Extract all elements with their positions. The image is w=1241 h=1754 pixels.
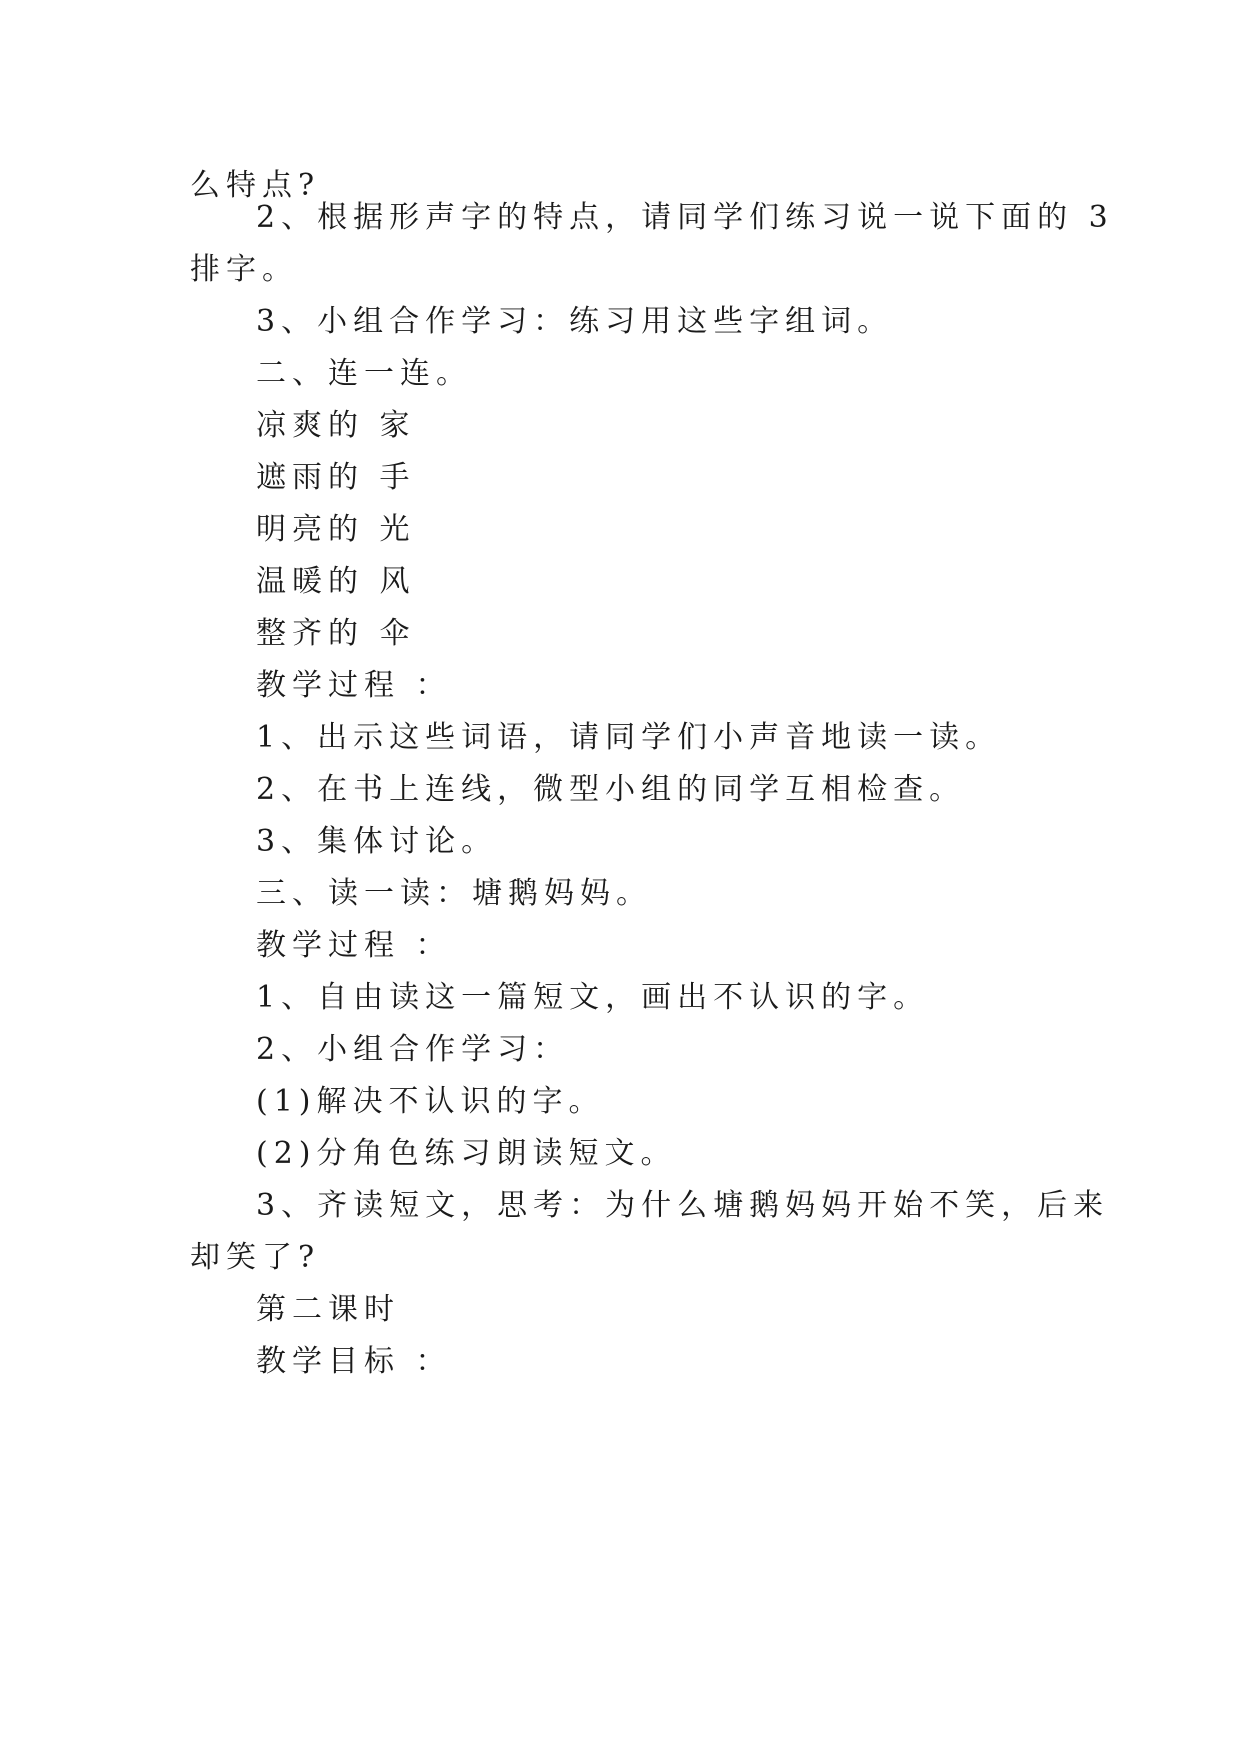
text-line: (2)分角色练习朗读短文。 xyxy=(256,1136,677,1171)
text-line: 2、在书上连线，微型小组的同学互相检查。 xyxy=(256,772,966,807)
text-line: 却笑了? xyxy=(190,1240,321,1275)
text-line: 教学过程 ： xyxy=(256,928,452,963)
section-heading: 二、连一连。 xyxy=(256,356,472,391)
text-line: (1)解决不认识的字。 xyxy=(256,1084,605,1119)
text-line: 凉爽的 家 xyxy=(256,408,416,443)
text-line: 1、自由读这一篇短文，画出不认识的字。 xyxy=(256,980,930,1015)
text-line: 3、齐读短文，思考：为什么塘鹅妈妈开始不笑，后来 xyxy=(256,1188,1110,1223)
text-line: 2、小组合作学习： xyxy=(256,1032,570,1067)
text-line: 2、根据形声字的特点，请同学们练习说一说下面的 3 xyxy=(256,200,1114,235)
text-line: 明亮的 光 xyxy=(256,512,416,547)
text-line: 教学目标 ： xyxy=(256,1344,452,1379)
text-line: 遮雨的 手 xyxy=(256,460,416,495)
section-heading: 三、读一读：塘鹅妈妈。 xyxy=(256,876,652,911)
text-line: 排字。 xyxy=(190,252,298,287)
text-line: 么特点? xyxy=(190,168,321,203)
text-line: 3、集体讨论。 xyxy=(256,824,498,859)
text-line: 1、出示这些词语，请同学们小声音地读一读。 xyxy=(256,720,1002,755)
text-line: 教学过程 ： xyxy=(256,668,452,703)
text-line: 3、小组合作学习：练习用这些字组词。 xyxy=(256,304,894,339)
text-line: 整齐的 伞 xyxy=(256,616,416,651)
section-heading: 第二课时 xyxy=(256,1292,400,1327)
text-line: 温暖的 风 xyxy=(256,564,416,599)
